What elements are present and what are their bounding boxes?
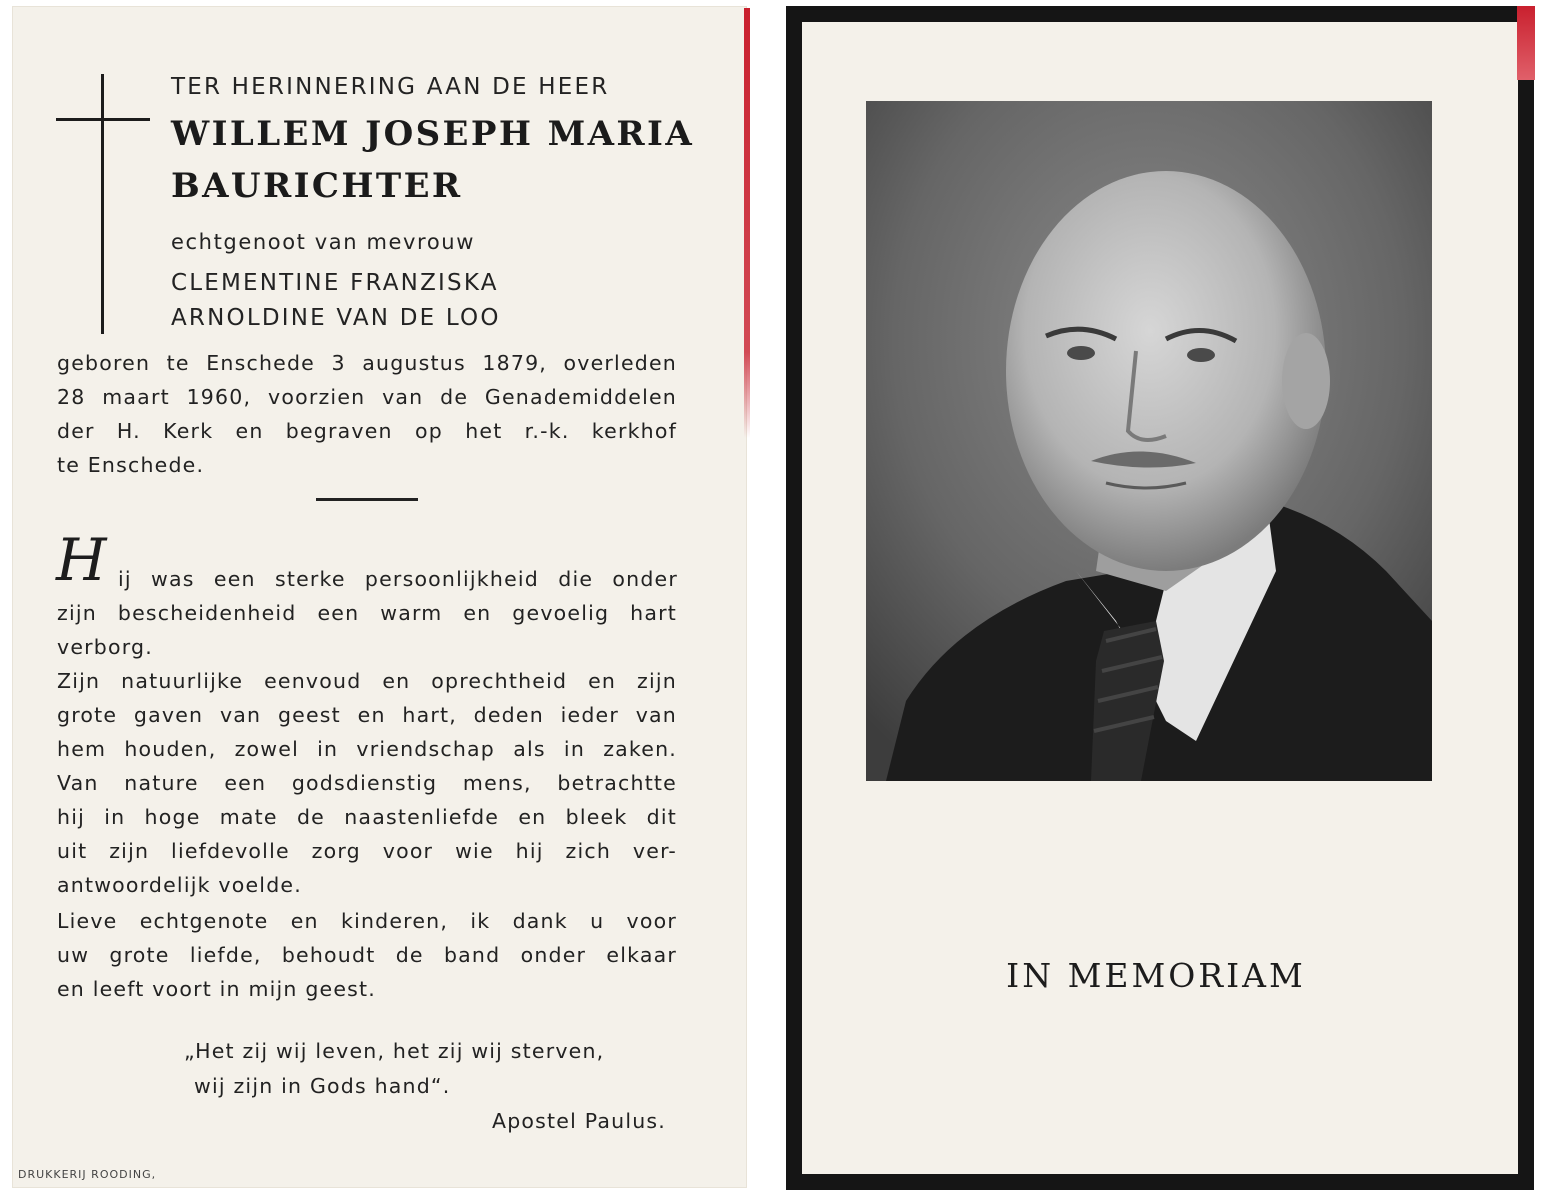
card-corner-stain xyxy=(1517,6,1535,80)
tribute-line: Lieve echtgenote en kinderen, ik dank u voor xyxy=(57,909,677,933)
cross-icon-vertical xyxy=(101,74,104,334)
bio-line: te Enschede. xyxy=(57,453,205,477)
tribute-line: en leeft voort in mijn geest. xyxy=(57,977,376,1001)
portrait-illustration xyxy=(866,101,1432,781)
in-memoriam-caption: IN MEMORIAM xyxy=(1006,956,1306,995)
tribute-line: hij in hoge mate de naastenliefde en bleek dit xyxy=(57,805,677,829)
quote-source: Apostel Paulus. xyxy=(492,1108,667,1133)
section-divider xyxy=(316,498,418,501)
tribute-line: Van nature een godsdienstig mens, betrachtte xyxy=(57,771,677,795)
memorial-heading: TER HERINNERING AAN DE HEER xyxy=(171,74,610,100)
tribute-line: zijn bescheidenheid een warm en gevoelig hart xyxy=(57,601,677,625)
scripture-quote-line1: „Het zij wij leven, het zij wij sterven, xyxy=(184,1038,605,1063)
portrait-photo xyxy=(866,101,1432,781)
tribute-line: grote gaven van geest en hart, deden ieder van xyxy=(57,703,677,727)
tribute-line: uw grote liefde, behoudt de band onder elkaar xyxy=(57,943,677,967)
tribute-line: verborg. xyxy=(57,635,153,659)
tribute-line: Zijn natuurlijke eenvoud en oprechtheid en zijn xyxy=(57,669,677,693)
tribute-drop-cap: H xyxy=(56,526,107,594)
scripture-quote-line2: wij zijn in Gods hand“. xyxy=(194,1073,451,1098)
printer-imprint: DRUKKERIJ ROODING, xyxy=(18,1168,157,1181)
deceased-name-line1: WILLEM JOSEPH MARIA xyxy=(171,114,695,154)
deceased-name-line2: BAURICHTER xyxy=(171,166,463,206)
tribute-line: hem houden, zowel in vriendschap als in zaken. xyxy=(57,737,677,761)
bio-line: 28 maart 1960, voorzien van de Genademiddelen xyxy=(57,385,677,409)
tribute-line: ij was een sterke persoonlijkheid die onder xyxy=(118,567,678,591)
bio-line: geboren te Enschede 3 augustus 1879, overleden xyxy=(57,351,677,375)
tribute-line: uit zijn liefdevolle zorg voor wie hij zich ver- xyxy=(57,839,677,863)
cross-icon-horizontal xyxy=(56,118,150,121)
bio-line: der H. Kerk en begraven op het r.-k. kerkhof xyxy=(57,419,677,443)
tribute-line: antwoordelijk voelde. xyxy=(57,873,302,897)
spouse-name-line2: ARNOLDINE VAN DE LOO xyxy=(171,305,501,331)
spouse-name-line1: CLEMENTINE FRANZISKA xyxy=(171,270,499,296)
spouse-intro: echtgenoot van mevrouw xyxy=(171,230,475,254)
card-edge-stain xyxy=(744,8,750,438)
